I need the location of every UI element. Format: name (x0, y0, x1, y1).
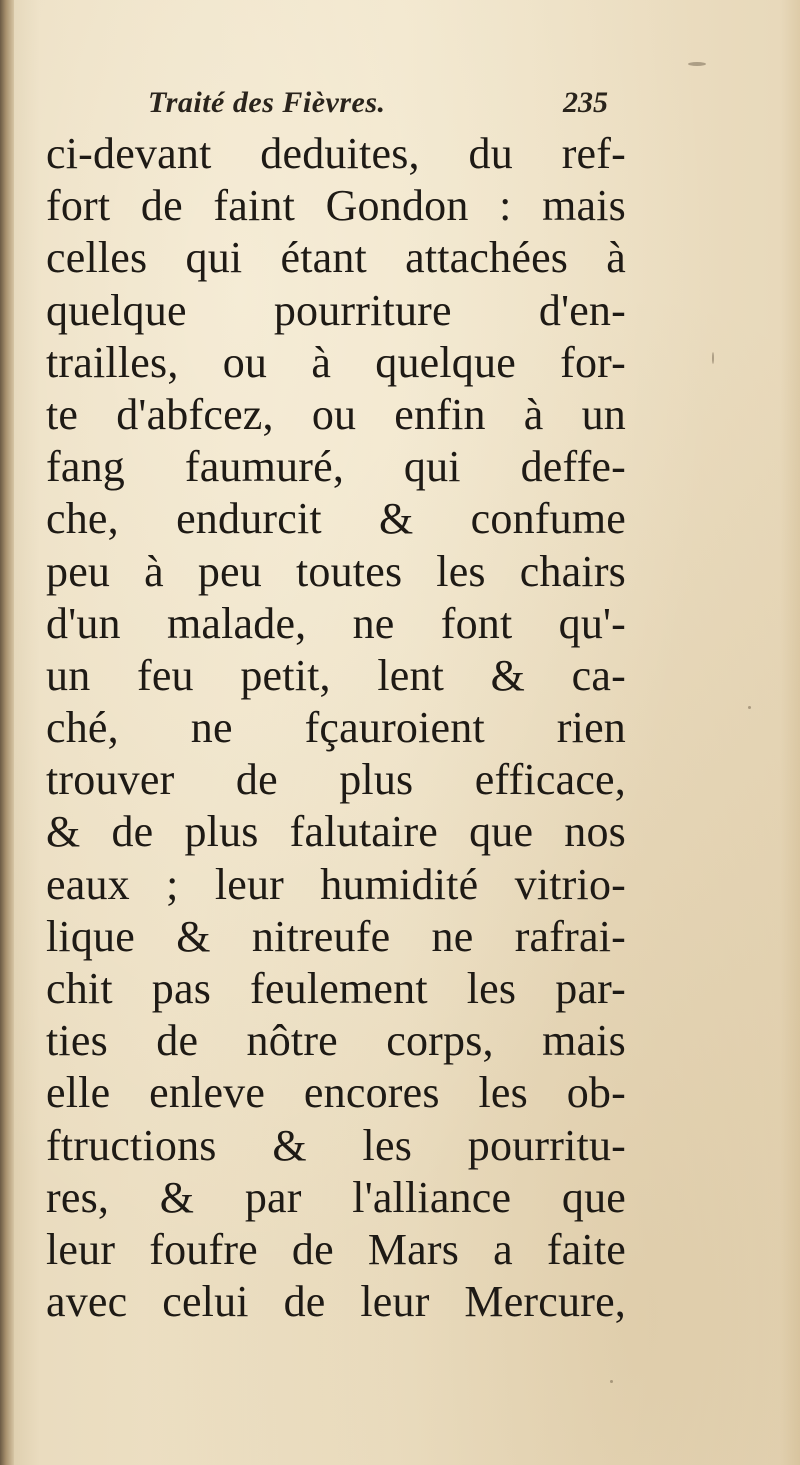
text-line: d'un malade, ne font qu'- (46, 598, 626, 648)
text-line: res, & par l'alliance que (46, 1172, 626, 1222)
text-line: peu à peu toutes les chairs (46, 546, 626, 596)
text-line: fang faumuré, qui deffe- (46, 442, 626, 492)
body-text (46, 128, 626, 1328)
text-line: celles qui étant attachées à (46, 233, 626, 283)
paper-speck (748, 706, 751, 709)
page-header (148, 86, 608, 126)
page-gutter (0, 0, 14, 1465)
text-line: ftructions & les pourritu- (46, 1120, 626, 1170)
text-line: eaux ; leur humidité vitrio- (46, 859, 626, 909)
text-line: chit pas feulement les par- (46, 964, 626, 1013)
text-line: ci-devant deduites, du ref- (46, 129, 626, 178)
text-line: lique & nitreufe ne rafrai- (46, 911, 626, 961)
text-line: quelque pourriture d'en- (46, 285, 626, 335)
text-line: un feu petit, lent & ca- (46, 650, 626, 700)
paper-speck (610, 1380, 613, 1383)
text-line: avec celui de leur Mercure, (46, 1277, 626, 1327)
text-line: leur foufre de Mars a faite (46, 1224, 626, 1274)
text-line: te d'abfcez, ou enfin à un (46, 389, 626, 439)
text-line: elle enleve encores les ob- (46, 1068, 626, 1118)
text-line: trouver de plus efficace, (46, 755, 626, 805)
text-line: trailles, ou à quelque for- (46, 337, 626, 387)
page-number: 235 (563, 86, 608, 119)
text-line: che, endurcit & confume (46, 494, 626, 544)
text-line: ché, ne fçauroient rien (46, 703, 626, 753)
paper-speck (688, 62, 706, 66)
text-line: ties de nôtre corps, mais (46, 1016, 626, 1066)
paper-speck (712, 352, 714, 364)
text-line: & de plus falutaire que nos (46, 807, 626, 857)
text-line: fort de faint Gondon : mais (46, 181, 626, 231)
running-title: Traité des Fièvres. (148, 86, 386, 119)
